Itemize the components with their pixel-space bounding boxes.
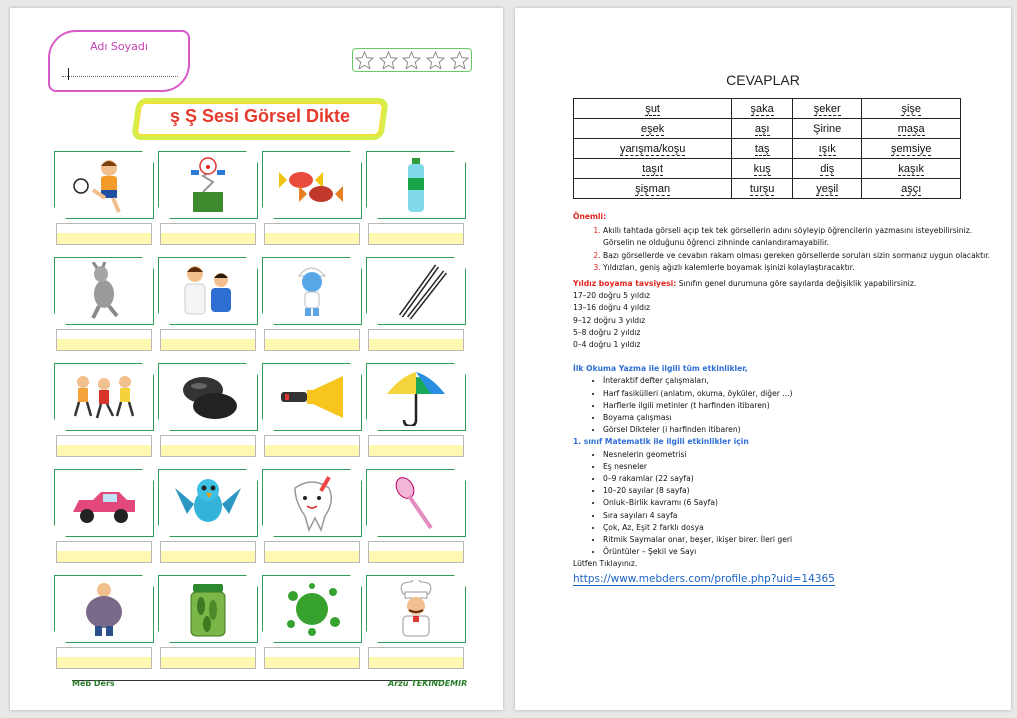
green-paint-splash-picture [262,575,362,643]
pliers-picture [366,257,466,325]
stones-picture [158,363,258,431]
boyama-text: Sınıfın genel durumuna göre sayılarda değişiklik yapabilirsiniz. [678,279,917,289]
answer-line[interactable] [56,223,152,245]
picture-cell [158,575,258,643]
table-cell: eşek [641,122,665,135]
list-item[interactable]: • Eş nesneler [603,461,993,473]
name-label: Adı Soyadı [90,40,148,53]
picture-cell [262,151,362,219]
running-children-picture [54,363,154,431]
picture-cell [262,469,362,537]
spoon-picture [366,469,466,537]
table-cell: ışık [818,142,836,155]
jack-in-the-box-picture [158,151,258,219]
text-cursor [68,68,69,80]
list-item[interactable]: • Boyama çalışması [603,412,993,424]
nurse-and-boy-picture [158,257,258,325]
picture-cell [158,151,258,219]
onemli-list [573,225,993,274]
ilk-okuma-label: İlk Okuma Yazma ile ilgili tüm etkinlikler, [573,364,748,374]
table-row [574,139,961,159]
star-icon [450,51,469,70]
answer-line[interactable] [368,329,464,351]
table-cell: aşı [754,122,770,135]
list-item[interactable]: • Harf fasikülleri (anlatım, okuma, öyküler, diğer ...) [603,388,993,400]
table-cell: Şirine [813,122,842,135]
ilk-okuma-list [573,375,993,436]
worksheet-page [10,8,503,710]
table-cell: kuş [753,162,771,175]
table-row [574,179,961,199]
boyama-label: Yıldız boyama tavsiyesi: [573,279,677,289]
table-row [574,159,961,179]
star-icon [402,51,421,70]
footer-signature: Arzu TEKINDEMIR [388,679,468,688]
table-row [574,99,961,119]
list-item[interactable]: • Görsel Dikteler (i harfinden itibaren) [603,424,993,436]
picture-cell [366,257,466,325]
closing-text: Lütfen Tıklayınız. [573,559,638,569]
star-icon [426,51,445,70]
fat-man-picture [54,575,154,643]
star-icon [355,51,374,70]
table-cell: yarışma/koşu [619,142,686,155]
answer-line[interactable] [368,223,464,245]
pickle-jar-picture [158,575,258,643]
table-cell: kaşık [898,162,925,175]
picture-cell [158,469,258,537]
worksheet-title: ş Ş Sesi Görsel Dikte [169,106,351,126]
answer-line[interactable] [56,435,152,457]
list-item: 5–8 doğru 2 yıldız [573,327,641,337]
list-item: 9–12 doğru 3 yıldız [573,315,646,325]
table-cell: şaka [750,102,774,115]
table-cell: taşıt [642,162,664,175]
picture-cell [54,151,154,219]
toy-car-picture [54,469,154,537]
list-item: 1. Akıllı tahtada görseli açıp tek tek görsellerin adını söyleyip öğrencilerin yazmasını isteyebilirsiniz. Görselin ne olduğunu öğrenci zihninde canlandıramayabilir. [603,225,993,249]
picture-cell [262,575,362,643]
boyama-line [573,278,993,290]
table-cell: turşu [749,182,775,195]
list-item: 3. Yıldızları, geniş ağızlı kalemlerle boyamak işinizi kolaylaştıracaktır. [603,262,993,274]
water-bottle-picture [366,151,466,219]
bird-picture [158,469,258,537]
list-item: 17–20 doğru 5 yıldız [573,291,651,301]
answer-line[interactable] [160,329,256,351]
matematik-label: 1. sınıf Matematik ile ilgili etkinlikler için [573,437,749,447]
answer-line[interactable] [160,647,256,669]
picture-cell [366,363,466,431]
picture-cell [54,575,154,643]
picture-cell [262,257,362,325]
answer-line[interactable] [264,435,360,457]
teacher-notes [573,211,993,586]
answer-line[interactable] [160,541,256,563]
answer-line[interactable] [368,435,464,457]
table-cell: maşa [897,122,925,135]
answer-line[interactable] [368,541,464,563]
worksheet-title-banner [120,86,400,146]
smurf-picture [262,257,362,325]
list-item[interactable]: • Çok, Az, Eşit 2 farklı dosya [603,522,993,534]
list-item[interactable]: • 0–9 rakamlar (22 sayfa) [603,473,993,485]
name-writing-line [62,76,178,77]
list-item[interactable]: • Sıra sayıları 4 sayfa [603,510,993,522]
chef-picture [366,575,466,643]
list-item: 0–4 doğru 1 yıldız [573,340,641,350]
rating-stars [352,48,472,72]
table-cell: diş [820,162,835,175]
donkey-picture [54,257,154,325]
picture-cell [54,363,154,431]
answer-line[interactable] [160,223,256,245]
list-item[interactable]: • Harflerle ilgili metinler (t harfinden itibaren) [603,400,993,412]
answer-line[interactable] [56,647,152,669]
table-cell: aşçı [901,182,922,195]
name-box[interactable] [48,30,190,92]
answer-line[interactable] [56,329,152,351]
table-cell: şeker [813,102,841,115]
list-item[interactable]: • 10–20 sayılar (8 sayfa) [603,485,993,497]
answer-line[interactable] [56,541,152,563]
list-item[interactable]: • Ritmik Saymalar onar, beşer, ikişer birer. İleri geri [603,534,993,546]
matematik-list [573,449,993,559]
picture-cell [158,363,258,431]
table-row [574,119,961,139]
picture-cell [366,151,466,219]
list-item[interactable]: • Nesnelerin geometrisi [603,449,993,461]
star-icon [379,51,398,70]
picture-cell [366,469,466,537]
answer-line[interactable] [160,435,256,457]
footer-logo: Meb Ders [72,679,115,688]
answer-table [573,98,961,199]
list-item[interactable]: • Onluk–Birlik kavramı (6 Sayfa) [603,497,993,509]
picture-cell [366,575,466,643]
table-cell: şut [645,102,660,115]
table-cell: şişe [901,102,921,115]
answer-line[interactable] [368,647,464,669]
answer-line[interactable] [264,541,360,563]
answer-line[interactable] [264,647,360,669]
umbrella-picture [366,363,466,431]
answer-line[interactable] [264,329,360,351]
list-item[interactable]: • İnteraktif defter çalışmaları, [603,375,993,387]
picture-cell [54,257,154,325]
flashlight-picture [262,363,362,431]
list-item: 2. Bazı görsellerde ve cevabın rakam olması gereken görsellerde soruları sizin sormanız uygun olacaktır. [603,250,993,262]
table-cell: şemsiye [891,142,932,155]
answer-page [515,8,1011,710]
list-item: 13–16 doğru 4 yıldız [573,303,651,313]
table-cell: şişman [635,182,671,195]
table-cell: yeşil [816,182,839,195]
picture-cell [54,469,154,537]
answers-heading: CEVAPLAR [726,72,800,88]
candy-picture [262,151,362,219]
answer-line[interactable] [264,223,360,245]
list-item[interactable]: • Örüntüler – Şekil ve Sayı [603,546,993,558]
picture-cell [158,257,258,325]
onemli-label: Önemli: [573,212,607,221]
table-cell: taş [754,142,770,155]
tooth-with-brush-picture [262,469,362,537]
picture-cell [262,363,362,431]
profile-link[interactable]: https://www.mebders.com/profile.php?uid=14365 [573,572,835,585]
football-player-picture [54,151,154,219]
